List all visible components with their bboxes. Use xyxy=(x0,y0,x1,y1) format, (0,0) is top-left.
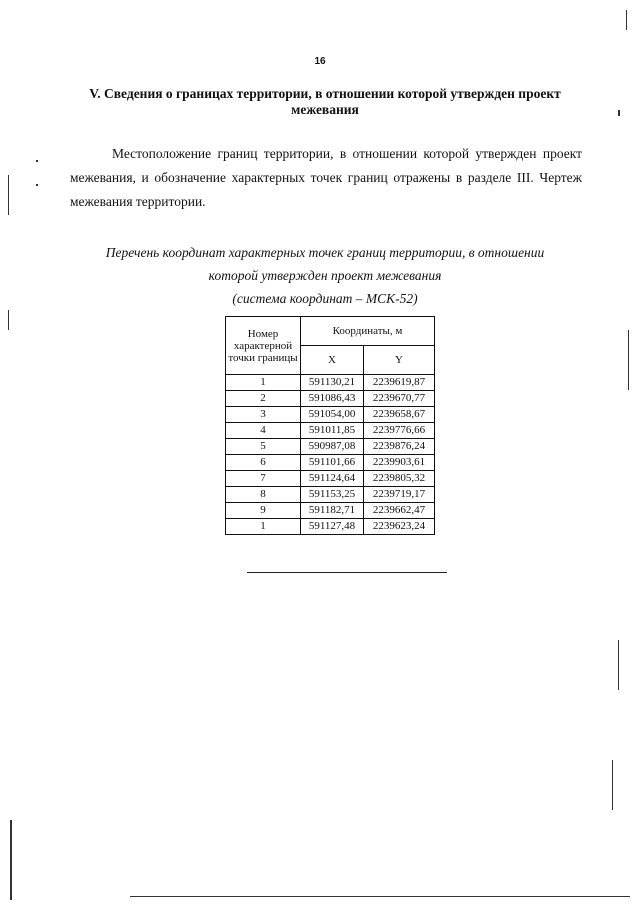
x-coordinate-cell: 591054,00 xyxy=(301,407,364,423)
coordinates-table xyxy=(225,316,435,535)
table-row xyxy=(226,391,435,407)
y-coordinate-cell: 2239805,32 xyxy=(364,471,435,487)
scan-mark xyxy=(618,110,620,116)
body-paragraph: Местоположение границ территории, в отношении которой утвержден проект межевания, и обозначение характерных точек границ отражены в разделе III. Чертеж межевания территории. xyxy=(70,146,582,209)
y-coordinate-cell: 2239658,67 xyxy=(364,407,435,423)
x-coordinate-cell: 591130,21 xyxy=(301,375,364,391)
point-number-cell: 2 xyxy=(226,391,301,407)
y-coordinate-cell: 2239670,77 xyxy=(364,391,435,407)
y-coordinate-cell: 2239876,24 xyxy=(364,439,435,455)
scan-mark xyxy=(10,820,12,900)
point-number-cell: 8 xyxy=(226,487,301,503)
table-row xyxy=(226,487,435,503)
scan-mark xyxy=(628,330,629,390)
table-row xyxy=(226,375,435,391)
page-number: 16 xyxy=(314,56,326,67)
y-coordinate-cell: 2239776,66 xyxy=(364,423,435,439)
point-number-cell: 1 xyxy=(226,375,301,391)
header-coordinates: Координаты, м xyxy=(301,317,435,346)
y-coordinate-cell: 2239903,61 xyxy=(364,455,435,471)
scan-mark xyxy=(618,640,619,690)
y-coordinate-cell: 2239719,17 xyxy=(364,487,435,503)
x-coordinate-cell: 591124,64 xyxy=(301,471,364,487)
x-coordinate-cell: 591127,48 xyxy=(301,519,364,535)
table-caption xyxy=(70,241,580,310)
point-number-cell: 1 xyxy=(226,519,301,535)
table-row xyxy=(226,439,435,455)
x-coordinate-cell: 591086,43 xyxy=(301,391,364,407)
scan-mark xyxy=(130,896,630,897)
header-point-number: Номер характерной точки границы xyxy=(226,317,301,375)
point-number-cell: 7 xyxy=(226,471,301,487)
x-coordinate-cell: 590987,08 xyxy=(301,439,364,455)
caption-line-3: (система координат – МСК-52) xyxy=(232,291,418,306)
caption-line-1: Перечень координат характерных точек границ территории, в отношении xyxy=(105,245,545,260)
scan-mark xyxy=(8,175,9,215)
x-coordinate-cell: 591153,25 xyxy=(301,487,364,503)
header-x: X xyxy=(301,346,364,375)
table-row xyxy=(226,519,435,535)
scan-mark xyxy=(36,184,38,186)
section-title: V. Сведения о границах территории, в отношении которой утвержден проект межевания xyxy=(89,86,561,117)
table-row xyxy=(226,407,435,423)
table-row xyxy=(226,471,435,487)
point-number-cell: 3 xyxy=(226,407,301,423)
y-coordinate-cell: 2239623,24 xyxy=(364,519,435,535)
table-row xyxy=(226,455,435,471)
x-coordinate-cell: 591101,66 xyxy=(301,455,364,471)
point-number-cell: 6 xyxy=(226,455,301,471)
header-y: Y xyxy=(364,346,435,375)
y-coordinate-cell: 2239619,87 xyxy=(364,375,435,391)
scan-mark xyxy=(36,160,38,162)
table-body xyxy=(226,375,435,535)
closing-divider xyxy=(247,572,447,573)
caption-line-2: которой утвержден проект межевания xyxy=(208,268,442,283)
x-coordinate-cell: 591011,85 xyxy=(301,423,364,439)
point-number-cell: 4 xyxy=(226,423,301,439)
scan-mark xyxy=(626,10,627,30)
y-coordinate-cell: 2239662,47 xyxy=(364,503,435,519)
point-number-cell: 9 xyxy=(226,503,301,519)
table-row xyxy=(226,503,435,519)
x-coordinate-cell: 591182,71 xyxy=(301,503,364,519)
scan-mark xyxy=(8,310,9,330)
scan-mark xyxy=(612,760,613,810)
table-row xyxy=(226,423,435,439)
point-number-cell: 5 xyxy=(226,439,301,455)
